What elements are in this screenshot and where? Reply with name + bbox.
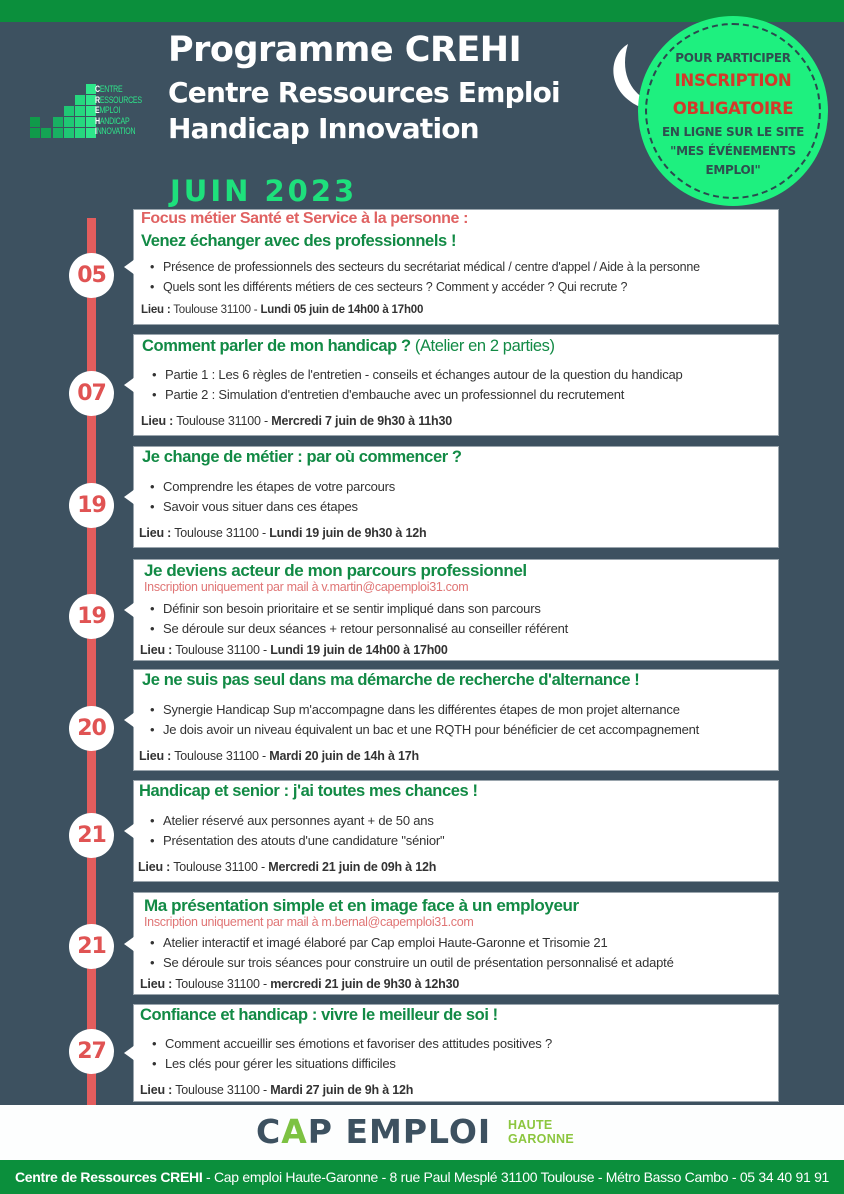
event-bullet: • Les clés pour gérer les situations difficiles (150, 1054, 552, 1074)
event-bullet: • Se déroule sur deux séances + retour personnalisé au conseiller référent (148, 619, 568, 639)
event-bullet: • Atelier réservé aux personnes ayant + de 50 ans (148, 811, 444, 831)
cap-emploi-a-icon: A (281, 1112, 308, 1151)
event-location: Lieu : Toulouse 31100 - Mardi 27 juin de 9h à 12h (140, 1083, 414, 1097)
pointer-arrow (124, 712, 135, 728)
event-bullet: • Comprendre les étapes de votre parcours (148, 477, 395, 497)
event-title: Ma présentation simple et en image face à un employeur (144, 896, 579, 915)
badge-line: EN LIGNE SUR LE SITE (661, 125, 805, 139)
event-card (134, 210, 778, 324)
event-day-badge: 19 (69, 483, 114, 528)
pointer-arrow (124, 602, 135, 618)
event-day-badge: 21 (69, 924, 114, 969)
pointer-arrow (124, 377, 135, 393)
event-bullet: • Partie 2 : Simulation d'entretien d'embauche avec un professionnel du recrutement (150, 385, 683, 405)
event-card (134, 781, 778, 881)
event-title-red: Focus métier Santé et Service à la personne : (141, 210, 469, 227)
badge-line: EMPLOI" (705, 163, 761, 177)
event-title: Venez échanger avec des professionnels ! (141, 232, 457, 250)
event-day-badge: 05 (69, 253, 114, 298)
event-day-badge: 19 (69, 594, 114, 639)
event-title: Comment parler de mon handicap ? (Atelier en 2 parties) (142, 337, 555, 355)
event-title: Je change de métier : par où commencer ? (142, 448, 462, 466)
page-subtitle-line2: Handicap Innovation (168, 112, 479, 145)
event-bullet: • Atelier interactif et imagé élaboré par Cap emploi Haute-Garonne et Trisomie 21 (148, 933, 674, 953)
pointer-arrow (124, 259, 135, 275)
event-bullet: • Présence de professionnels des secteurs du secrétariat médical / centre d'appel / Aide à la personne (148, 257, 700, 277)
badge-highlight: INSCRIPTION (674, 71, 792, 90)
event-location: Lieu : Toulouse 31100 - Mercredi 21 juin de 09h à 12h (138, 860, 437, 874)
pointer-arrow (124, 1045, 135, 1061)
event-location: Lieu : Toulouse 31100 - Mardi 20 juin de 14h à 17h (139, 749, 419, 763)
event-bullet: • Synergie Handicap Sup m'accompagne dans les différentes étapes de mon projet alternance (148, 700, 699, 720)
event-bullet: • Se déroule sur trois séances pour construire un outil de présentation personnalisé et adapté (148, 953, 674, 973)
event-location: Lieu : Toulouse 31100 - mercredi 21 juin de 9h30 à 12h30 (140, 977, 460, 991)
pointer-arrow (124, 936, 135, 952)
event-location: Lieu : Toulouse 31100 - Lundi 05 juin de 14h00 à 17h00 (141, 304, 424, 316)
event-bullet: • Savoir vous situer dans ces étapes (148, 497, 395, 517)
event-card (134, 1005, 778, 1101)
event-card (134, 335, 778, 435)
event-day-badge: 07 (69, 371, 114, 416)
event-bullet: • Définir son besoin prioritaire et se sentir impliqué dans son parcours (148, 599, 568, 619)
crehi-logo-text: CENTRE RESSOURCES EMPLOI HANDICAP INNOVATION (95, 84, 142, 136)
badge-line: "MES ÉVÉNEMENTS (670, 144, 796, 158)
event-title: Je ne suis pas seul dans ma démarche de recherche d'alternance ! (142, 671, 640, 689)
registration-badge (638, 16, 828, 206)
event-day-badge: 21 (69, 813, 114, 858)
event-card (134, 560, 778, 660)
event-card (134, 670, 778, 770)
cap-emploi-logo: CAP EMPLOI (256, 1112, 492, 1151)
timeline-line (87, 218, 96, 1106)
event-location: Lieu : Toulouse 31100 - Lundi 19 juin de 9h30 à 12h (139, 526, 427, 540)
event-card (134, 893, 778, 994)
event-day-badge: 20 (69, 706, 114, 751)
event-title: Confiance et handicap : vivre le meilleur de soi ! (140, 1006, 498, 1024)
event-bullet: • Comment accueillir ses émotions et favoriser des attitudes positives ? (150, 1034, 552, 1054)
event-registration-note: Inscription uniquement par mail à v.martin@capemploi31.com (144, 580, 469, 594)
badge-highlight: OBLIGATOIRE (672, 99, 794, 118)
event-title: Handicap et senior : j'ai toutes mes chances ! (139, 782, 478, 800)
event-card (134, 447, 778, 547)
event-location: Lieu : Toulouse 31100 - Mercredi 7 juin de 9h30 à 11h30 (141, 414, 452, 428)
page-subtitle-line1: Centre Ressources Emploi (168, 76, 560, 109)
footer-address: Centre de Ressources CREHI - Cap emploi Haute-Garonne - 8 rue Paul Mesplé 31100 Toulouse - Métro Basso Cambo - 05 34 40 91 91 (0, 1160, 844, 1194)
event-bullet: • Quels sont les différents métiers de ces secteurs ? Comment y accéder ? Qui recrute ? (148, 277, 700, 297)
pointer-arrow (124, 489, 135, 505)
event-day-badge: 27 (69, 1029, 114, 1074)
event-bullet: • Présentation des atouts d'une candidature "sénior" (148, 831, 444, 851)
event-location: Lieu : Toulouse 31100 - Lundi 19 juin de 14h00 à 17h00 (140, 643, 448, 657)
event-bullet: • Partie 1 : Les 6 règles de l'entretien - conseils et échanges autour de la question du handicap (150, 365, 683, 385)
page-title: Programme CREHI (168, 30, 522, 70)
month-heading: JUIN 2023 (170, 174, 358, 208)
badge-line: POUR PARTICIPER (675, 51, 791, 65)
event-registration-note: Inscription uniquement par mail à m.bernal@capemploi31.com (144, 915, 474, 929)
pointer-arrow (124, 823, 135, 839)
cap-emploi-region: HAUTE GARONNE (508, 1118, 574, 1146)
event-title: Je deviens acteur de mon parcours professionnel (144, 561, 527, 580)
event-bullet: • Je dois avoir un niveau équivalent un bac et une RQTH pour bénéficier de cet accompagnement (148, 720, 699, 740)
